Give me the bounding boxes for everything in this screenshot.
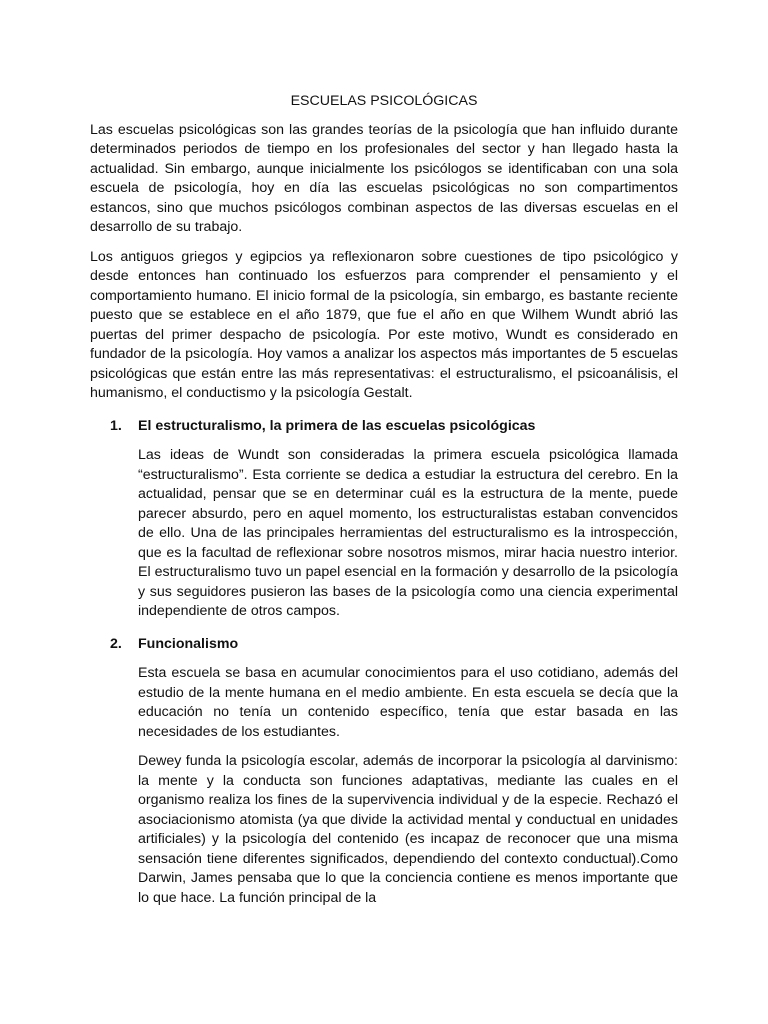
- section-number: 2.: [110, 635, 122, 652]
- section-heading: [90, 635, 678, 655]
- section-body: [138, 664, 678, 908]
- section-paragraph: Dewey funda la psicología escolar, además de incorporar la psicología al darvinismo: la mente y la conducta son funciones adaptativas, mediante las cuales en el organismo realiza los fines de la supervivencia individual y de la especie. Rechazó el asociacionismo atomista (ya que divide la actividad mental y conductual en unidades artificiales) y la psicología del contenido (es incapaz de reconocer que una misma sensación tiene diferentes significados, dependiendo del contexto conductual).Como Darwin, James pensaba que lo que la conciencia contiene es menos importante que lo que hace. La función principal de la: [138, 753, 678, 906]
- section-functionalism: [90, 635, 678, 909]
- section-number: 1.: [110, 417, 122, 434]
- section-body: [138, 446, 678, 622]
- section-heading: [90, 417, 678, 437]
- section-structuralism: [90, 417, 678, 622]
- section-title: Funcionalismo: [138, 635, 239, 652]
- section-paragraph: Las ideas de Wundt son consideradas la primera escuela psicológica llamada “estructuralismo”. Esta corriente se dedica a estudiar la estructura del cerebro. En la actualidad, pensar que se en determinar cuál es la estructura de la mente, puede parecer absurdo, pero en aquel momento, los estructuralistas estaban convencidos de ello. Una de las principales herramientas del estructuralismo es la introspección, que es la facultad de reflexionar sobre nosotros mismos, mirar hacia nuestro interior. El estructuralismo tuvo un papel esencial en la formación y desarrollo de la psicología y sus seguidores pusieron las bases de la psicología como una ciencia experimental independiente de otros campos.: [138, 447, 678, 619]
- intro-paragraph-2: Los antiguos griegos y egipcios ya reflexionaron sobre cuestiones de tipo psicológico y desde entonces han continuado los esfuerzos para comprender el pensamiento y el comportamiento humano. El inicio formal de la psicología, sin embargo, es bastante reciente puesto que se establece en el año 1879, que fue el año en que Wilhem Wundt abrió las puertas del primer despacho de psicología. Por este motivo, Wundt es considerado en fundador de la psicología. Hoy vamos a analizar los aspectos más importantes de 5 escuelas psicológicas que están entre las más representativas: el estructuralismo, el psicoanálisis, el humanismo, el conductismo y la psicología Gestalt.: [90, 248, 678, 401]
- section-title: El estructuralismo, la primera de las escuelas psicológicas: [138, 417, 536, 434]
- section-paragraph: Esta escuela se basa en acumular conocimientos para el uso cotidiano, además del estudio de la mente humana en el medio ambiente. En esta escuela se decía que la educación no tenía un contenido específico, tenía que estar basada en las necesidades de los estudiantes.: [138, 665, 678, 740]
- document-title: ESCUELAS PSICOLÓGICAS: [290, 93, 478, 109]
- intro-paragraph-1: Las escuelas psicológicas son las grandes teorías de la psicología que han influido durante determinados periodos de tiempo en los profesionales del sector y han llegado hasta la actualidad. Sin embargo, aunque inicialmente los psicólogos se identificaban con una sola escuela de psicología, hoy en día las escuelas psicológicas no son compartimentos estancos, sino que muchos psicólogos combinan aspectos de las diversas escuelas en el desarrollo de su trabajo.: [90, 121, 678, 235]
